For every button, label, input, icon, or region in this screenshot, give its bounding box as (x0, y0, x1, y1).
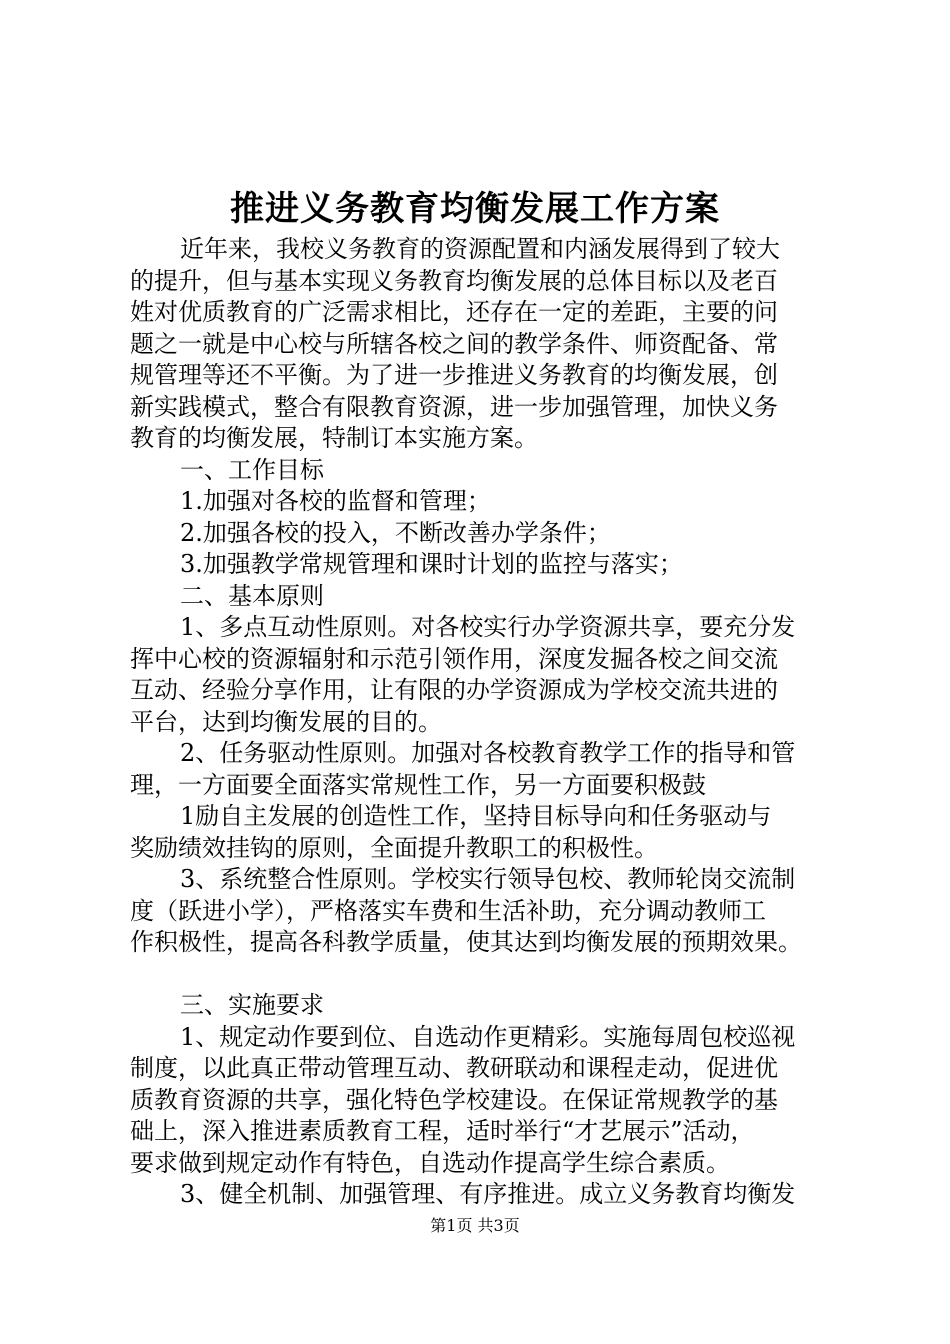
blank-line (130, 959, 835, 991)
text-line: 规管理等还不平衡。为了进一步推进义务教育的均衡发展，创 (130, 361, 778, 389)
text-line: 质教育资源的共享，强化特色学校建设。在保证常规教学的基 (130, 1085, 778, 1114)
list-item: 2.加强各校的投入，不断改善办学条件； (180, 518, 611, 547)
text-line: 挥中心校的资源辐射和示范引领作用，深度发掘各校之间交流 (130, 644, 778, 673)
text-line: 姓对优质教育的广泛需求相比，还存在一定的差距，主要的问 (130, 298, 778, 326)
text-line: 互动、经验分享作用，让有限的办学资源成为学校交流共进的 (130, 676, 778, 704)
document-body (130, 234, 835, 1211)
text-line: 平台，达到均衡发展的目的。 (130, 707, 442, 736)
document-title: 推进义务教育均衡发展工作方案 (230, 189, 720, 229)
text-line: 1、多点互动性原则。对各校实行办学资源共享，要充分发 (180, 613, 796, 641)
text-line: 3、系统整合性原则。学校实行领导包校、教师轮岗交流制 (180, 865, 796, 893)
text-line: 奖励绩效挂钩的原则，全面提升教职工的积极性。 (130, 833, 658, 862)
text-line: 要求做到规定动作有特色，自选动作提高学生综合素质。 (130, 1148, 730, 1177)
text-line: 制度，以此真正带动管理互动、教研联动和课程走动，促进优 (130, 1054, 778, 1082)
text-line: 题之一就是中心校与所辖各校之间的教学条件、师资配备、常 (130, 329, 778, 358)
section-heading: 三、实施要求 (180, 991, 324, 1019)
text-line: 近年来，我校义务教育的资源配置和内涵发展得到了较大 (180, 235, 780, 263)
text-line: 新实践模式，整合有限教育资源，进一步加强管理，加快义务 (130, 392, 778, 421)
text-line: 的提升，但与基本实现义务教育均衡发展的总体目标以及老百 (130, 266, 778, 295)
text-line: 作积极性，提高各科教学质量，使其达到均衡发展的预期效果。 (130, 928, 802, 956)
text-line: 础上，深入推进素质教育工程，适时举行“才艺展示”活动， (130, 1117, 755, 1145)
text-line: 1励自主发展的创造性工作，坚持目标导向和任务驱动与 (180, 802, 772, 830)
text-line: 理，一方面要全面落实常规性工作，另一方面要积极鼓 (130, 770, 706, 799)
section-heading: 二、基本原则 (180, 581, 324, 610)
text-line: 3、健全机制、加强管理、有序推进。成立义务教育均衡发 (180, 1180, 796, 1208)
text-line: 教育的均衡发展，特制订本实施方案。 (130, 424, 538, 452)
list-item: 3.加强教学常规管理和课时计划的监控与落实； (180, 550, 683, 578)
text-line: 2、任务驱动性原则。加强对各校教育教学工作的指导和管 (180, 739, 796, 767)
text-line: 度（跃进小学），严格落实车费和生活补助，充分调动教师工 (130, 896, 766, 925)
list-item: 1.加强对各校的监督和管理； (180, 487, 491, 515)
section-heading: 一、工作目标 (180, 455, 324, 484)
page-footer: 第1页 共3页 (430, 1216, 520, 1235)
text-line: 1、规定动作要到位、自选动作更精彩。实施每周包校巡视 (180, 1022, 796, 1051)
